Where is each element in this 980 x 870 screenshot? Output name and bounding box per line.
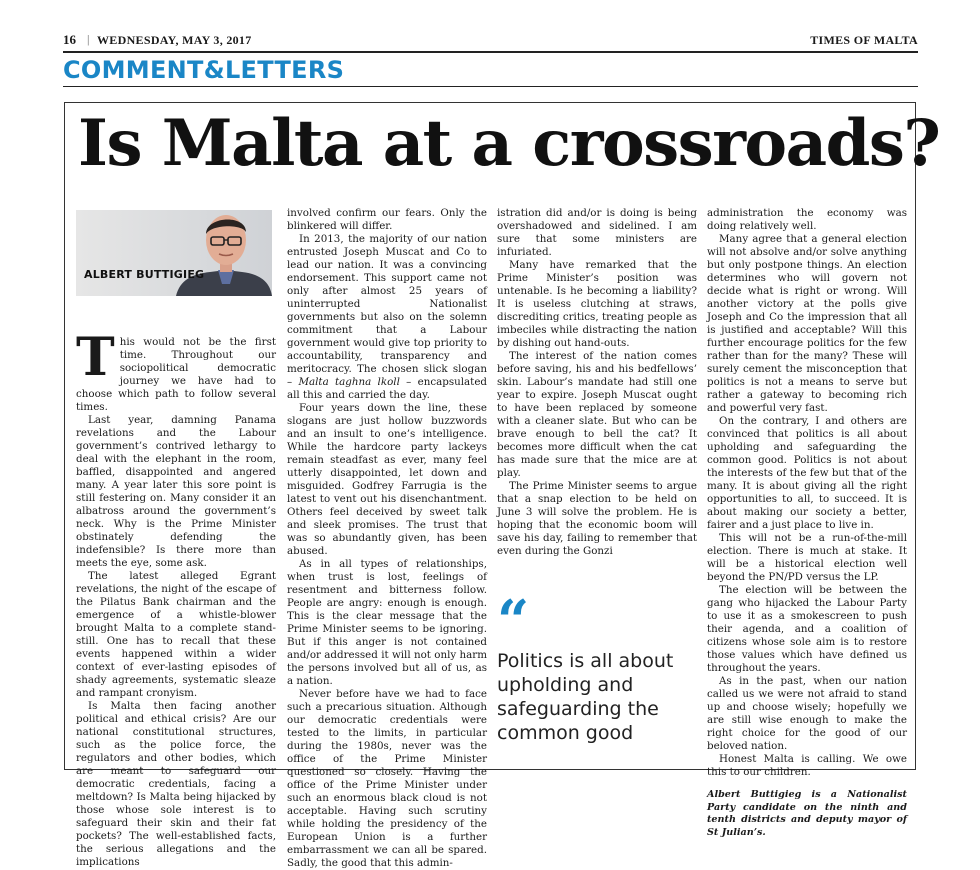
- paragraph: Is Malta then facing another political and ethical crisis? Are our national constitutional structures, such as the police force, the regulators and other bodies, which are meant to safeguard our democratic credentials, facing a meltdown? Is Malta being hijacked by those whose sole interest is to safeguard their skin and their fat pockets? The well-established facts, the serious allegations and the implications: [76, 700, 276, 868]
- paragraph: Many agree that a general election will not absolve and/or solve anything but only postpone things. An election determines who will govern not decide what is right or wrong. Will another victory at the polls give Joseph and Co the impression that all is justified and acceptable? Will this further encourage politics for the few rather than for the many? These will surely cement the misconception that politics is not a means to serve but rather a gateway to becoming rich and powerful very fast.: [707, 233, 907, 414]
- paragraph: As in all types of relationships, when trust is lost, feelings of resentment and bitterness follow. People are angry: enough is enough. This is the clear message that the Prime Minister seems to be ignoring. But if this anger is not contained and/or addressed it will not only harm the persons involved but all of us, as a nation.: [287, 558, 487, 687]
- masthead-rule: [63, 51, 918, 53]
- paragraph: Many have remarked that the Prime Minister’s position was untenable. Is he becoming a liability? It is useless clutching at straws, discrediting critics, treating people as imbeciles while distracting the nation by dishing out hand-outs.: [497, 259, 697, 349]
- paragraph: Never before have we had to face such a precarious situation. Although our democratic credentials were tested to the limits, in particular during the 1980s, never was the office of the Prime Minister questioned so closely. Having the office of the Prime Minister under such an enormous black cloud is not acceptable. Having such scrutiny while holding the presidency of the European Union is a further embarrassment we can all be spared. Sadly, the good that this admin-: [287, 688, 487, 869]
- paragraph: Honest Malta is calling. We owe this to our children.: [707, 753, 907, 778]
- paragraph: involved confirm our fears. Only the blinkered will differ.: [287, 207, 487, 232]
- author-portrait-image: [76, 210, 272, 296]
- masthead-bar: [63, 32, 918, 50]
- paragraph: As in the past, when our nation called us we were not afraid to stand up and choose wisely; hopefully we are still wise enough to make the right choice for the good of our beloved nation.: [707, 675, 907, 752]
- paragraph: This will not be a run-of-the-mill election. There is much at stake. It will be a historical election well beyond the PN/PD versus the LP.: [707, 532, 907, 583]
- paragraph-text: In 2013, the majority of our nation entrusted Joseph Muscat and Co to lead our nation. It was a convincing endorsement. This support came not only after almost 25 years of uninterrupted Nationalist governments but also on the solemn commitment that a Labour government would give top priority to accountability, transparency and meritocracy. The chosen slick slogan –: [287, 233, 487, 388]
- pull-quote-text: Politics is all about upholding and safeguarding the common good: [497, 650, 674, 744]
- author-bio: Albert Buttigieg is a Nationalist Party candidate on the ninth and tenth districts and deputy mayor of St Julian’s.: [707, 789, 907, 838]
- section-rule: [63, 86, 918, 87]
- article-column-4: [707, 207, 907, 839]
- paragraph: The interest of the nation comes before saving, his and his bedfellows’ skin. Labour’s mandate had still one year to expire. Joseph Muscat ought to have been replaced by someone with a cleaner slate. But who can be brave enough to bell the cat? It becomes more difficult when the cat has made sure that the mice are at play.: [497, 350, 697, 479]
- paragraph: Four years down the line, these slogans are just hollow buzzwords and an insult to one’s intelligence. While the hardcore party lackeys remain steadfast as ever, many feel utterly disappointed, let down and misguided. Godfrey Farrugia is the latest to vent out his disenchantment. Others feel deceived by sweet talk and sleek promises. The trust that was so abundantly given, has been abused.: [287, 402, 487, 557]
- pull-quote: [497, 588, 697, 745]
- author-photo: [76, 210, 272, 296]
- article-column-1: [76, 327, 276, 869]
- quote-mark-icon: “: [497, 588, 530, 654]
- article-column-2: [287, 207, 487, 870]
- paragraph: istration did and/or is doing is being overshadowed and sidelined. I am sure that some ministers are infuriated.: [497, 207, 697, 258]
- paragraph: [76, 327, 276, 414]
- article-column-3: [497, 207, 697, 558]
- paragraph: administration the economy was doing relatively well.: [707, 207, 907, 232]
- paragraph-text: his would not be the first time. Throughout our sociopolitical democratic journey we have had to choose which path to follow several times.: [76, 336, 276, 413]
- newspaper-name: TIMES OF MALTA: [810, 33, 918, 47]
- paragraph: The Prime Minister seems to argue that a snap election to be held on June 3 will solve the problem. He is hoping that the economic boom will save his day, failing to remember that even during the Gonzi: [497, 480, 697, 557]
- article-headline: Is Malta at a crossroads?: [78, 106, 940, 181]
- paragraph: On the contrary, I and others are convinced that politics is all about upholding and safeguarding the common good. Politics is not about the interests of the few but that of the many. It is about giving all the right opportunities to all, to succeed. It is about making our society a better, fairer and a just place to live in.: [707, 415, 907, 531]
- section-title: COMMENT&LETTERS: [63, 56, 345, 84]
- paragraph: [287, 233, 487, 402]
- paragraph: Last year, damning Panama revelations and the Labour government’s contrived lethargy to deal with the elephant in the room, baffled, disappointed and angered many. A year later this sore point is still festering on. Many consider it an albatross around the government’s neck. Why is the Prime Minister obstinately defending the indefensible? Is there more than meets the eye, some ask.: [76, 414, 276, 569]
- issue-date: WEDNESDAY, MAY 3, 2017: [97, 33, 252, 47]
- paragraph-text: – encapsulated all this and carried the day.: [287, 376, 487, 401]
- author-byline: ALBERT BUTTIGIEG: [84, 268, 205, 281]
- drop-cap: T: [76, 327, 115, 388]
- paragraph: The election will be between the gang who hijacked the Labour Party to use it as a smokescreen to push their agenda, and a coalition of citizens whose sole aim is to restore those values which have defined us throughout the years.: [707, 584, 907, 674]
- slogan-text: Malta taghna lkoll: [298, 376, 400, 388]
- masthead-separator: |: [87, 32, 90, 46]
- paragraph: The latest alleged Egrant revelations, the night of the escape of the Pilatus Bank chairman and the emergence of a whistle-blower brought Malta to a complete stand-still. One has to recall that these events happened within a wider context of ever-lasting episodes of shady agreements, systematic sleaze and rampant cronyism.: [76, 570, 276, 699]
- page-number: 16: [63, 32, 76, 47]
